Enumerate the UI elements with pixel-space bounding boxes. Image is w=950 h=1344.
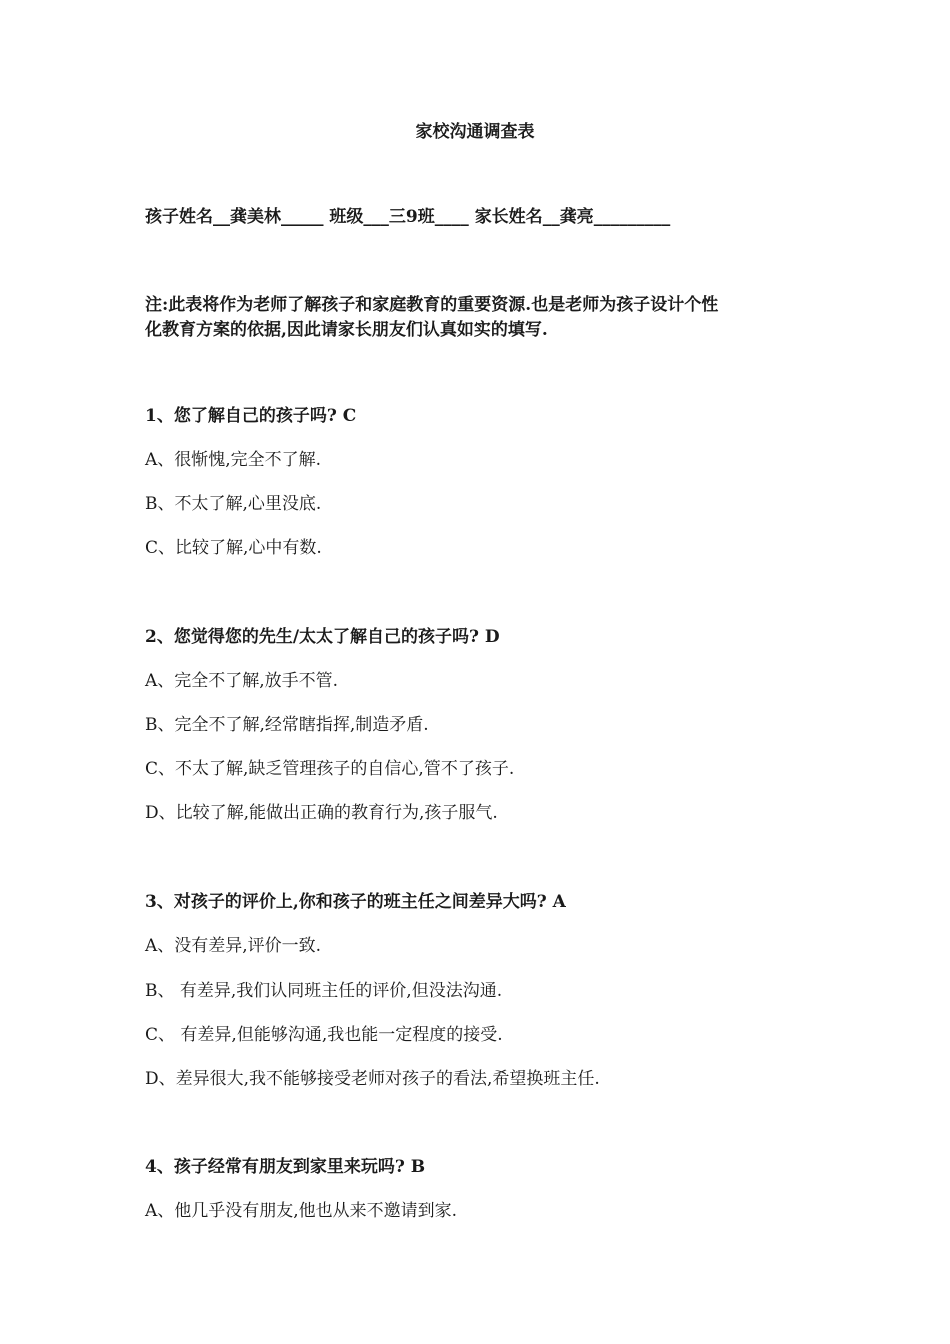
question-1-option-a: A、很惭愧,完全不了解.: [145, 450, 322, 470]
child-name-label: 孩子姓名: [145, 207, 213, 227]
question-3-option-a: A、没有差异,评价一致.: [145, 936, 322, 956]
class-label: 班级: [329, 207, 364, 227]
question-3-option-d: D、差异很大,我不能够接受老师对孩子的看法,希望换班主任.: [145, 1069, 600, 1089]
child-name-underscore-pre: __: [213, 207, 230, 227]
note-line-2: 化教育方案的依据,因此请家长朋友们认真如实的填写.: [145, 320, 548, 340]
note-line-1: 注:此表将作为老师了解孩子和家庭教育的重要资源.也是老师为孩子设计个性: [145, 295, 719, 315]
class-underscore-post: ____: [434, 207, 469, 227]
parent-name-underscore-post: _________: [593, 207, 671, 227]
parent-name-value: 龚亮: [559, 207, 594, 227]
question-1: 1、您了解自己的孩子吗? C: [145, 406, 357, 426]
question-4: 4、孩子经常有朋友到家里来玩吗? B: [145, 1157, 426, 1177]
document-title: 家校沟通调查表: [415, 122, 535, 142]
child-name-underscore-post: _____: [281, 207, 324, 227]
parent-name-underscore-pre: __: [542, 207, 560, 227]
note-paragraph: [145, 293, 810, 343]
question-2: 2、您觉得您的先生/太太了解自己的孩子吗? D: [145, 627, 500, 647]
class-underscore-pre: ___: [363, 207, 389, 227]
question-1-option-c: C、比较了解,心中有数.: [145, 538, 322, 558]
question-2-option-d: D、比较了解,能做出正确的教育行为,孩子服气.: [145, 803, 498, 823]
question-3-option-c: C、 有差异,但能够沟通,我也能一定程度的接受.: [145, 1025, 503, 1045]
parent-name-label: 家长姓名: [474, 207, 543, 227]
question-3: 3、对孩子的评价上,你和孩子的班主任之间差异大吗? A: [145, 892, 566, 912]
question-4-option-a: A、他几乎没有朋友,他也从来不邀请到家.: [145, 1201, 458, 1221]
class-value: 三9班: [388, 207, 435, 227]
question-3-option-b: B、 有差异,我们认同班主任的评价,但没法沟通.: [145, 981, 503, 1001]
child-name-value: 龚美林: [230, 207, 281, 227]
question-2-option-a: A、完全不了解,放手不管.: [145, 671, 339, 691]
info-line: [145, 206, 670, 228]
question-1-option-b: B、不太了解,心里没底.: [145, 494, 322, 514]
question-2-option-b: B、完全不了解,经常瞎指挥,制造矛盾.: [145, 715, 429, 735]
question-2-option-c: C、不太了解,缺乏管理孩子的自信心,管不了孩子.: [145, 759, 515, 779]
